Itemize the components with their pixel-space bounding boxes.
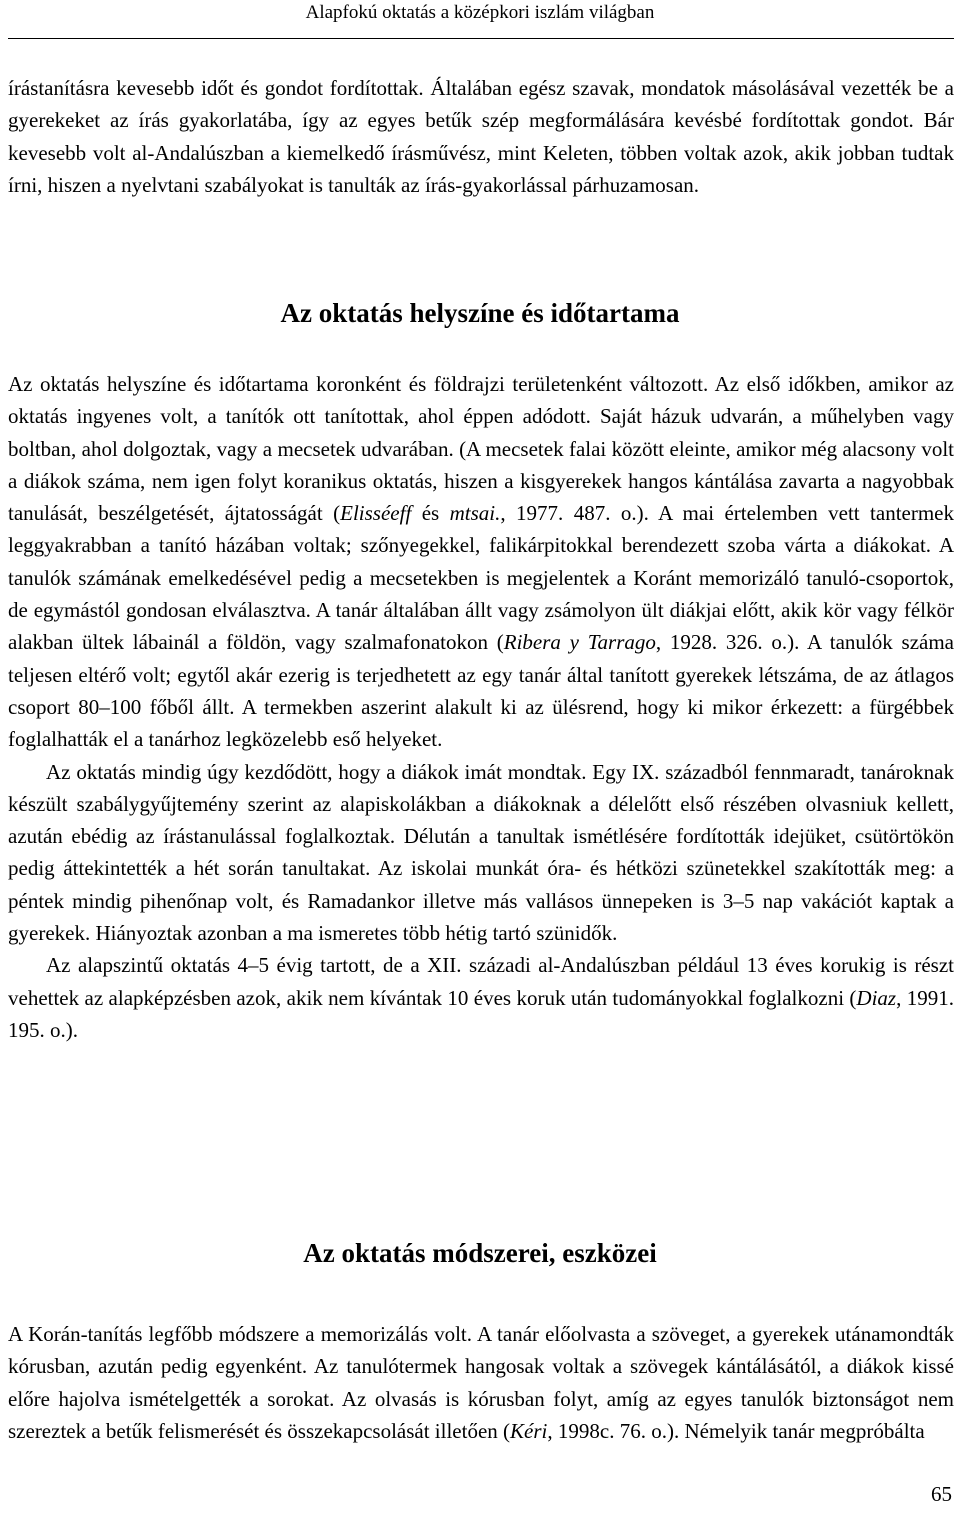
citation-author: Elisséeff [340, 501, 412, 526]
citation-author: Diaz [856, 985, 897, 1010]
running-header-text: Alapfokú oktatás a középkori iszlám világban [305, 2, 655, 23]
section1-paragraph-2: Az oktatás mindig úgy kezdődött, hogy a diákok imát mondtak. Egy IX. századból fennmaradt, tanároknak készült szabálygyűjtemény szerint az alapiskolákban a diákoknak a délelőtt első részében olvasniuk kellett, azután ebédig az írástanulással foglalkoztak. Délután a tanultak ismétlésére fordították idejüket, csütörtökön pedig áttekintették a hét során tanultakat. Az iskolai munkát óra- és hétközi szünetekkel szakították meg: a péntek mindig pihenőnap volt, és Ramadankor illetve más vallásos ünnepeken is 3–5 nap vakációt kaptak a gyerekek. Hiányoztak azonban a ma ismeretes több hétig tartó szünidők. [8, 759, 954, 946]
text-run: , 1991. 195. o.). [8, 985, 954, 1042]
header-rule [8, 38, 954, 39]
page-number: 65 [931, 1482, 952, 1506]
text-run: , 1977. 487. o.). A mai értelemben vett tantermek leggyakrabban a tanító házában voltak; szőnyegekkel, falikárpitokkal berendezett szoba várta a diákokat. A tanulók számának emelkedésével pedig a mecsetekben is megjelentek a Koránt memorizáló tanuló-csoportok, de egymástól gondosan elválasztva. A tanár általában állt vagy zsámolyon ült diákjai előtt, akik kör vagy félkör alakban ültek lábainál a földön, vagy szalmafonatokon ( [8, 501, 955, 655]
text-run: A Korán-tanítás legfőbb módszere a memorizálás volt. A tanár előolvasta a szöveget, a gyerekek utánamondták kórusban, azután pedig egyenként. Az tanulótermek hangosak voltak a szövegek kántálásától, a diákok kissé előre hajolva ismételgették a sorokat. Az olvasás is kórusban folyt, amíg az egyes tanulók biztonságot nem szereztek a betűk felismerését és összekapcsolását illetően ( [8, 1322, 954, 1443]
section2-paragraph-1 [8, 1318, 954, 1447]
text-run: Az oktatás helyszíne és időtartama koronként és földrajzi területenként változott. Az első időkben, amikor az oktatás ingyenes volt, a tanítók ott tanítottak, ahol éppen adódott. Saját házuk udvarán, a műhelyben vagy boltban, ahol dolgoztak, vagy a mecsetek udvarában. (A mecsetek falai között eleinte, amikor még alacsony volt a diákok száma, nem igen folyt koranikus oktatás, hiszen a kisgyerekek hangos kántálása zavarta a nagyobbak tanulását, beszélgetését, ájtatosságát ( [8, 372, 954, 526]
section-heading-location: Az oktatás helyszíne és időtartama [280, 298, 680, 328]
text-run: , 1928. 326. o.). A tanulók száma teljesen eltérő volt; egytől akár ezerig is terjedhetett az egy tanár által tanított gyerekek létszáma, de az átlagos csoport 80–100 főből állt. A termekben aszerint alakult ki az ülésrend, hogy ki mikor érkezett: a fürgébbek foglalhatták el a tanárhoz legközelebb eső helyeket. [8, 630, 955, 752]
section1-paragraph-1 [8, 368, 954, 756]
section1-paragraph-3 [8, 949, 954, 1046]
citation-author: Kéri [510, 1418, 548, 1443]
section-heading-methods: Az oktatás módszerei, eszközei [303, 1238, 657, 1268]
intro-paragraph: írástanításra kevesebb időt és gondot fordítottak. Általában egész szavak, mondatok másolásával vezették be a gyerekeket az írás gyakorlatába, így az egyes betűk szép megformálására kevésbé fordítottak gondot. Bár kevesebb volt al-Andalúszban a kiemelkedő írásművész, mint Keleten, többen voltak azok, akik jobban tudtak írni, hiszen a nyelvtani szabályokat is tanulták az írás-gyakorlással párhuzamosan. [8, 76, 954, 197]
text-run: , 1998c. 76. o.). Némelyik tanár megpróbálta [547, 1418, 925, 1443]
text-run: és [411, 501, 450, 526]
section1-body [8, 368, 954, 1046]
section2-body [8, 1318, 954, 1447]
citation-author: Ribera y Tarrago [503, 630, 656, 655]
text-run: Az alapszintű oktatás 4–5 évig tartott, de a XII. századi al-Andalúszban például 13 éves korukig is részt vehettek az alapképzésben azok, akik nem kívántak 10 éves koruk után tudományokkal foglalkozni ( [8, 953, 954, 1010]
citation-author: mtsai. [449, 501, 501, 526]
